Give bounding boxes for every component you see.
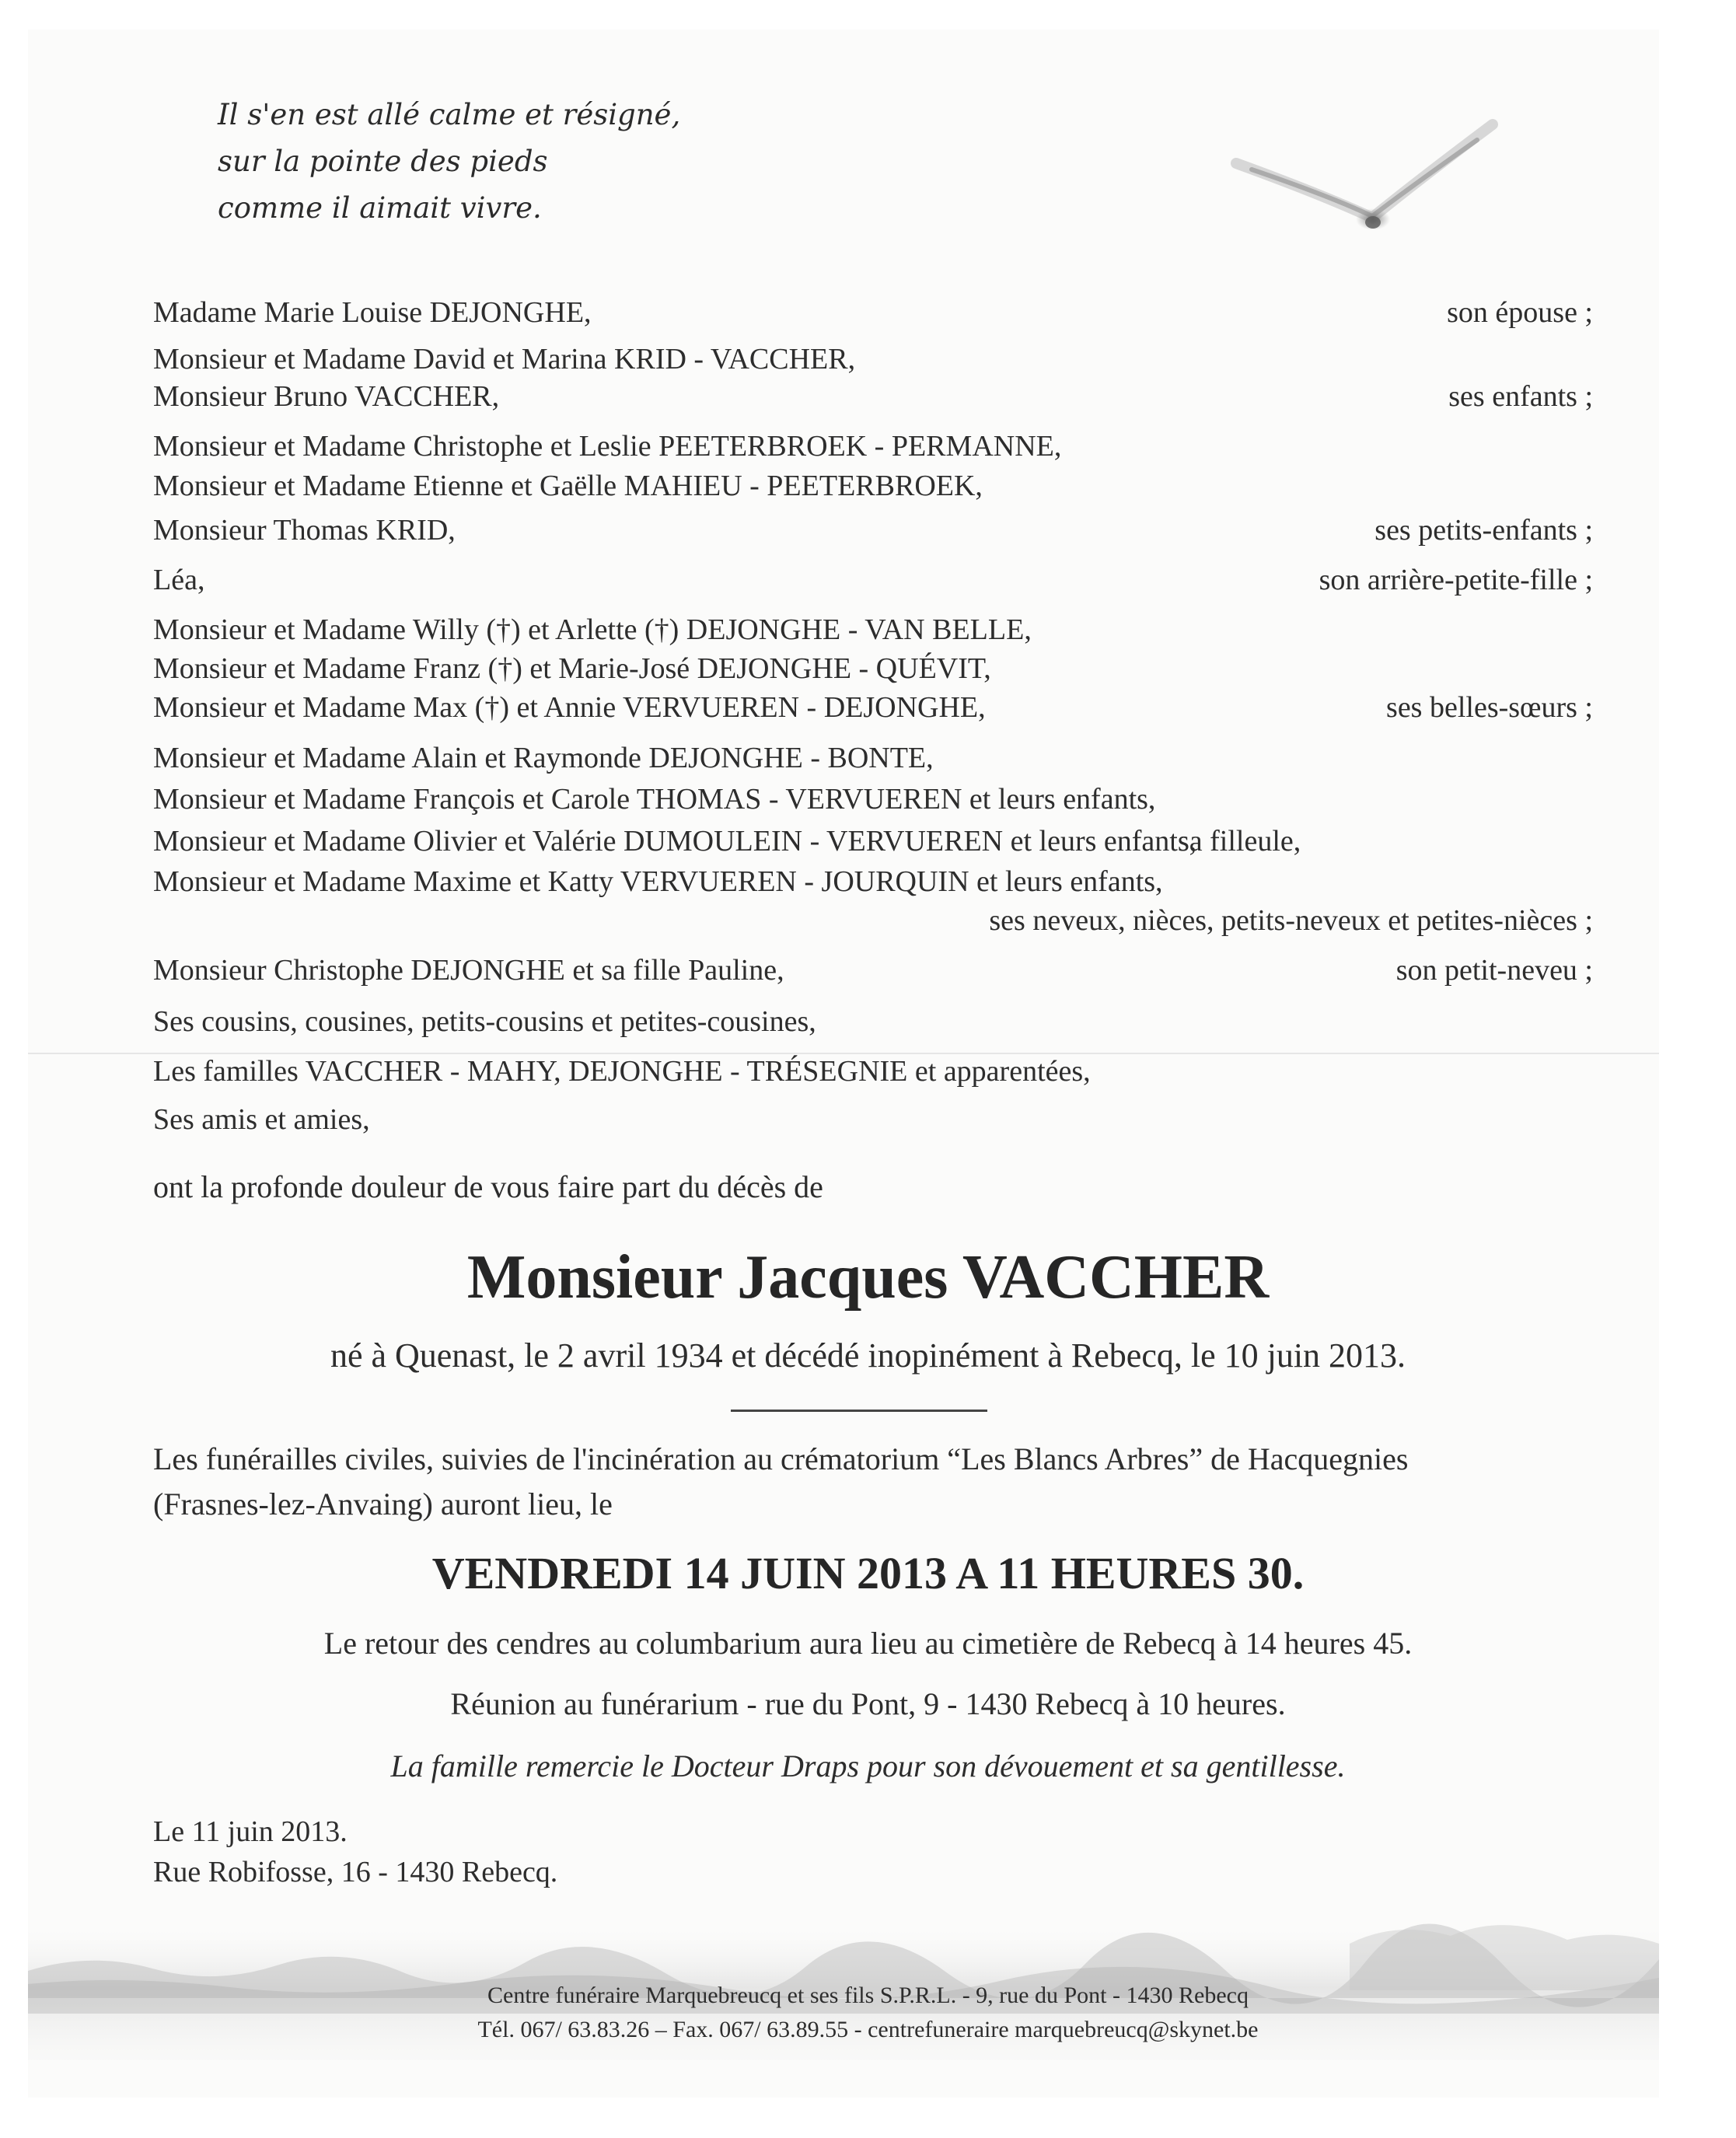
divider bbox=[731, 1410, 987, 1412]
family-line bbox=[153, 428, 1593, 465]
family-relation: son arrière-petite-fille ; bbox=[1319, 564, 1593, 596]
family-line bbox=[153, 378, 1593, 415]
goddaughter-relation: sa filleule, bbox=[1178, 825, 1301, 858]
family-line bbox=[153, 650, 1593, 687]
funeral-line: Les funérailles civiles, suivies de l'incinération au crématorium “Les Blancs Arbres” de Hacquegnies bbox=[153, 1441, 1409, 1476]
footer-address: Rue Robifosse, 16 - 1430 Rebecq. bbox=[153, 1856, 558, 1888]
birth-death-dates: né à Quenast, le 2 avril 1934 et décédé inopinément à Rebecq, le 10 juin 2013. bbox=[330, 1336, 1406, 1375]
family-name: Monsieur et Madame Alain et Raymonde DEJONGHE - BONTE, bbox=[153, 742, 934, 774]
family-line bbox=[153, 823, 1196, 860]
family-name: Monsieur et Madame François et Carole THOMAS - VERVUEREN et leurs enfants, bbox=[153, 783, 1156, 816]
family-line bbox=[153, 689, 1593, 726]
bird-illustration bbox=[1228, 109, 1508, 249]
funeral-line: (Frasnes-lez-Anvaing) auront lieu, le bbox=[153, 1486, 613, 1521]
announcement: ont la profonde douleur de vous faire part du décès de bbox=[153, 1169, 823, 1204]
thanks-note: La famille remercie le Docteur Draps pour son dévouement et sa gentillesse. bbox=[390, 1748, 1346, 1783]
family-line bbox=[153, 611, 1593, 648]
family-line bbox=[153, 561, 1593, 599]
family-line bbox=[153, 781, 1593, 818]
family-line bbox=[153, 341, 1593, 378]
family-name: Monsieur et Madame Willy (†) et Arlette (†) DEJONGHE - VAN BELLE, bbox=[153, 613, 1032, 646]
family-line bbox=[153, 863, 1593, 900]
family-name: Monsieur et Madame Franz (†) et Marie-José DEJONGHE - QUÉVIT, bbox=[153, 652, 991, 685]
family-line bbox=[153, 294, 1593, 331]
poem-line: comme il aimait vivre. bbox=[218, 191, 542, 225]
family-name: Ses cousins, cousines, petits-cousins et petites-cousines, bbox=[153, 1005, 816, 1038]
funeral-date: VENDREDI 14 JUIN 2013 A 11 HEURES 30. bbox=[431, 1548, 1305, 1598]
funeral-home-line: Centre funéraire Marquebreucq et ses fils S.P.R.L. - 9, rue du Pont - 1430 Rebecq bbox=[487, 1983, 1249, 2008]
funeral-info bbox=[153, 1437, 1576, 1527]
family-name: Monsieur Bruno VACCHER, bbox=[153, 380, 500, 413]
family-line bbox=[153, 952, 1593, 989]
family-name: Les familles VACCHER - MAHY, DEJONGHE - TRÉSEGNIE et apparentées, bbox=[153, 1055, 1091, 1088]
family-name: Monsieur et Madame Etienne et Gaëlle MAHIEU - PEETERBROEK, bbox=[153, 470, 983, 502]
family-line bbox=[153, 1053, 1593, 1090]
funeral-home-line: Tél. 067/ 63.83.26 – Fax. 067/ 63.89.55 - centrefuneraire marquebreucq@skynet.be bbox=[477, 2017, 1259, 2042]
family-line bbox=[153, 739, 1593, 777]
family-name: Monsieur et Madame Olivier et Valérie DUMOULEIN - VERVUEREN et leurs enfants, bbox=[153, 825, 1197, 858]
funeral-home-info bbox=[0, 1979, 1736, 2047]
family-name: Ses amis et amies, bbox=[153, 1103, 370, 1136]
nephews-relation: ses neveux, nièces, petits-neveux et petites-nièces ; bbox=[989, 904, 1593, 937]
family-name: Monsieur Christophe DEJONGHE et sa fille Pauline, bbox=[153, 954, 784, 987]
family-relation: ses belles-sœurs ; bbox=[1386, 691, 1593, 724]
ashes-info: Le retour des cendres au columbarium aura lieu au cimetière de Rebecq à 14 heures 45. bbox=[323, 1626, 1413, 1661]
family-name: Léa, bbox=[153, 564, 205, 596]
family-relation: son épouse ; bbox=[1447, 296, 1593, 329]
meeting-info: Réunion au funérarium - rue du Pont, 9 - 1430 Rebecq à 10 heures. bbox=[450, 1686, 1286, 1721]
family-name: Monsieur et Madame David et Marina KRID - VACCHER, bbox=[153, 343, 856, 376]
family-relation: son petit-neveu ; bbox=[1395, 954, 1593, 987]
poem bbox=[218, 92, 680, 232]
family-name: Monsieur Thomas KRID, bbox=[153, 514, 456, 547]
family-line bbox=[153, 1101, 1593, 1138]
family-line bbox=[153, 467, 1593, 505]
family-name: Monsieur et Madame Maxime et Katty VERVUEREN - JOURQUIN et leurs enfants, bbox=[153, 865, 1163, 898]
family-relation: ses petits-enfants ; bbox=[1374, 514, 1593, 547]
family-name: Madame Marie Louise DEJONGHE, bbox=[153, 296, 592, 329]
poem-line: Il s'en est allé calme et résigné, bbox=[218, 98, 681, 131]
footer-left bbox=[153, 1811, 557, 1892]
family-relation: ses enfants ; bbox=[1448, 380, 1593, 413]
family-name: Monsieur et Madame Max (†) et Annie VERVUEREN - DEJONGHE, bbox=[153, 691, 986, 724]
deceased-name: Monsieur Jacques VACCHER bbox=[466, 1243, 1270, 1312]
footer-date: Le 11 juin 2013. bbox=[153, 1815, 348, 1848]
poem-line: sur la pointe des pieds bbox=[218, 145, 548, 178]
family-line bbox=[153, 512, 1593, 549]
family-line bbox=[153, 1003, 1593, 1040]
family-name: Monsieur et Madame Christophe et Leslie PEETERBROEK - PERMANNE, bbox=[153, 430, 1062, 463]
